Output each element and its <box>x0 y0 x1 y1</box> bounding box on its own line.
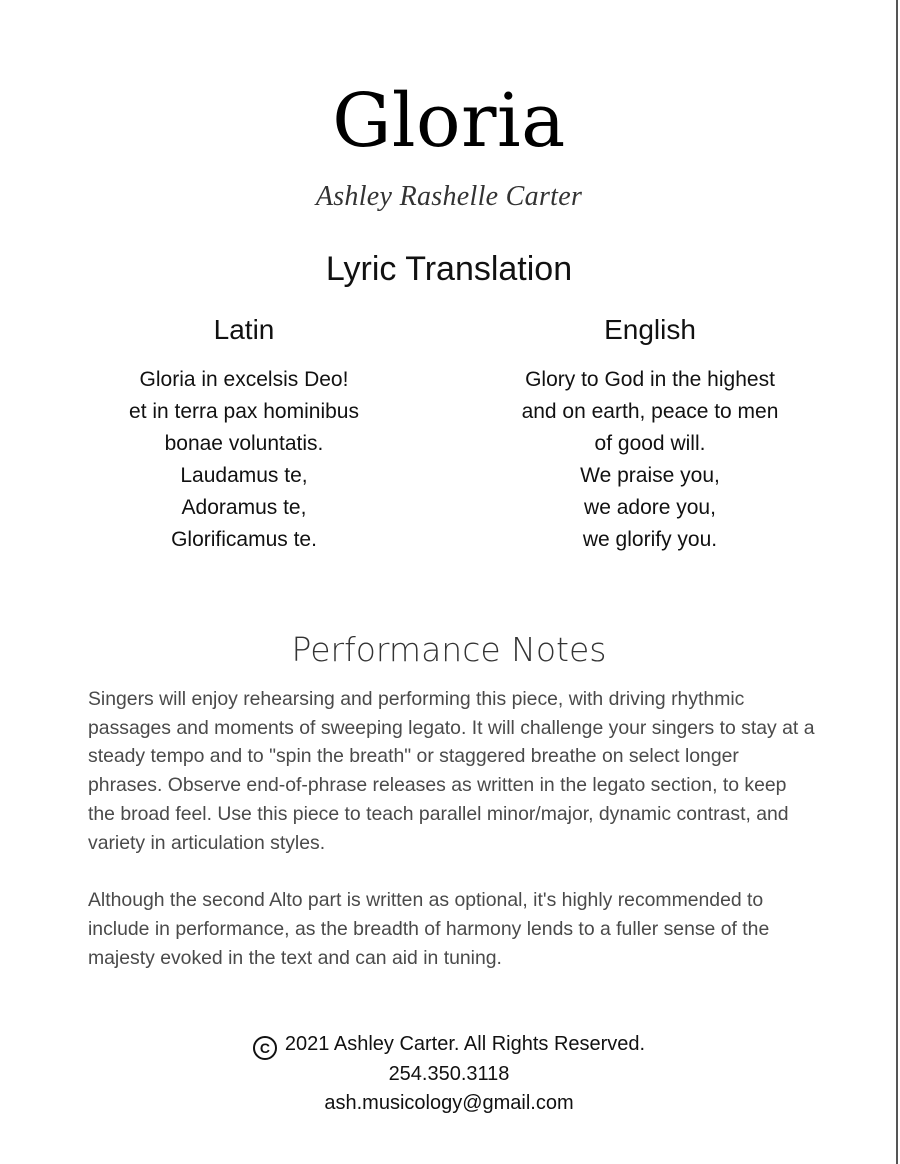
latin-heading: Latin <box>213 314 275 345</box>
performance-notes <box>88 685 818 1001</box>
notes-paragraph: Singers will enjoy rehearsing and performing this piece, with driving rhythmic passages and moments of sweeping legato. It will challenge your singers to stay at a steady tempo and to "spin the breath" or staggered breathe on select longer phrases. Observe end-of-phrase releases as written in the legato section, to keep the broad feel. Use this piece to teach parallel minor/major, dynamic contrast, and variety in articulation styles. <box>88 688 815 854</box>
email-address: ash.musicology@gmail.com <box>324 1092 574 1114</box>
copyright-line <box>0 1030 898 1060</box>
page-title: Gloria <box>332 78 566 164</box>
lyric-line: et in terra pax hominibus <box>129 400 359 423</box>
phone-number: 254.350.3118 <box>388 1063 510 1085</box>
composer-name: Ashley Rashelle Carter <box>315 181 583 212</box>
lyric-line: we glorify you. <box>582 528 718 551</box>
lyric-line: Laudamus te, <box>180 464 308 487</box>
notes-paragraph: Although the second Alto part is written as optional, it's highly recommended to include in performance, as the breadth of harmony lends to a fuller sense of the majesty evoked in the text and can aid in tuning. <box>88 889 770 969</box>
english-column <box>470 312 830 556</box>
english-lyrics <box>470 364 830 556</box>
copyright-icon: C <box>253 1036 277 1060</box>
footer <box>0 1030 898 1118</box>
latin-column <box>64 312 424 556</box>
lyric-line: Glory to God in the highest <box>525 368 775 391</box>
lyric-line: Glorificamus te. <box>171 528 317 551</box>
lyric-line: Adoramus te, <box>181 496 307 519</box>
english-heading: English <box>604 314 696 345</box>
lyric-line: of good will. <box>594 432 706 455</box>
lyric-line: We praise you, <box>580 464 720 487</box>
lyric-translation-heading: Lyric Translation <box>325 250 573 288</box>
lyric-line: bonae voluntatis. <box>164 432 324 455</box>
lyric-line: we adore you, <box>584 496 716 519</box>
lyric-line: Gloria in excelsis Deo! <box>139 368 349 391</box>
lyric-line: and on earth, peace to men <box>521 400 779 423</box>
latin-lyrics <box>64 364 424 556</box>
performance-notes-heading: Performance Notes <box>291 630 607 669</box>
copyright-text: 2021 Ashley Carter. All Rights Reserved. <box>284 1033 646 1055</box>
